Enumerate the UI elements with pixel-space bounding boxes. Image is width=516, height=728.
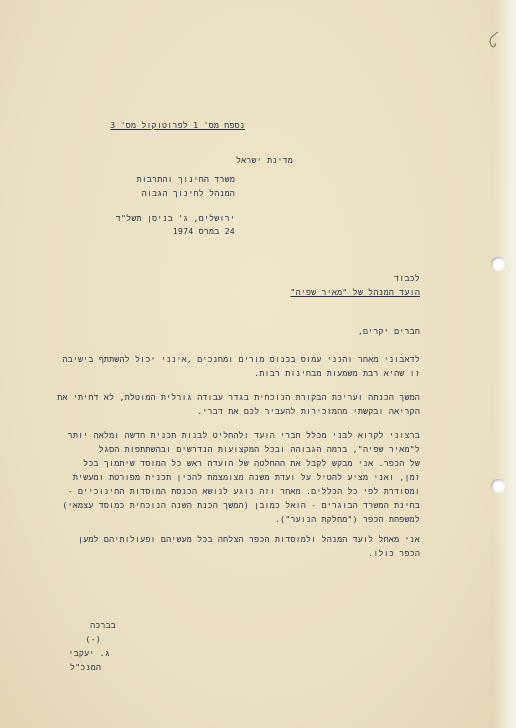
punch-hole-bottom [491, 479, 505, 493]
paragraph-line: ברצוני לקרוא לבני מכלל חברי הועד ולהחליט לבנות תכנית חדשה ומלאה יותר [67, 430, 420, 440]
paragraph-line: ומסודרת לפי כל הכללים. מאחר וזה נוגע לנושא הכנסת המוסדות החינוכיים - [67, 486, 420, 496]
addressee-line-2: הועד המנהל של "מאיר שפיה" [290, 287, 420, 297]
paragraph-line: הכפר כולו. [368, 548, 420, 558]
pen-mark-icon [486, 30, 500, 52]
paragraph-4 [78, 532, 420, 560]
paragraph-line: של הכפר. אני מבקש לקבל את ההחלטה של הועדה ראש כל המוסד שיתמוך בכל [83, 458, 420, 468]
paragraph-line: זמן, ואני מציע להטיל על ועדת משנה מצומצמת להכין תכנית מפורטת ומעשית [72, 472, 420, 482]
paragraph-line: ל"מאיר שפיה", ברמה הגבוהה ובכל המקצועות הנדרשים ובהשתתפות הסגל [98, 444, 420, 454]
paragraph-line: בחינת המשרד הבוגרים - הואל כמובן (המשך הכנת השנה הנוכחית כמוסד עצמאי) [62, 500, 420, 510]
closing-regards: בברכה [90, 620, 116, 630]
state-header: מדינת ישראל [236, 155, 293, 165]
annex-reference: נספח מס' 1 לפרוטוקול מס' 3 [110, 120, 245, 130]
signatory-title: המנכ"ל [69, 662, 101, 672]
paragraph-3 [62, 428, 420, 526]
date-gregorian: 24 במרס 1974 [172, 226, 235, 236]
paragraph-2 [57, 390, 420, 418]
date-hebrew: ירושלים, ג' בניסן תשל"ד [115, 213, 235, 223]
punch-hole-top [491, 257, 505, 271]
page-edge-shadow [494, 0, 516, 728]
ministry-line-2: המנהל לחינוך הגבוה [141, 188, 235, 198]
closing-signed: (-) [85, 634, 101, 644]
paragraph-line: הקריאה ובקשתי מהמזכירות להעביר לכם את דברי. [197, 406, 420, 416]
signatory-name: ג. יעקבי [68, 648, 110, 658]
paragraph-line: המשך הכנתה ועריכת הבקורת הנוכחית בגדר עבודה גורלית המוטלת, לא דחיתי את [57, 392, 420, 402]
paragraph-line: למשפחת הכפר ("מחלקת הנוער"). [274, 514, 420, 524]
salutation: חברים יקרים, [357, 326, 420, 336]
paragraph-line: לדאבוני מאחר והנני עמוס בכנוס מורים ומחנכים ,אינני יכול להשתתף בישיבה [62, 354, 420, 364]
paragraph-line: זו שהיא רבת משמעות מבחינות רבות. [254, 368, 420, 378]
paragraph-line: אני מאחל לועד המנהל ולמוסדות הכפר הצלחה בכל מעשיהם ופעולותיהם למען [78, 534, 420, 544]
ministry-line-1: משרד החינוך והתרבות [136, 174, 235, 184]
paragraph-1 [62, 352, 420, 380]
addressee-line-1: לכבוד [394, 273, 420, 283]
